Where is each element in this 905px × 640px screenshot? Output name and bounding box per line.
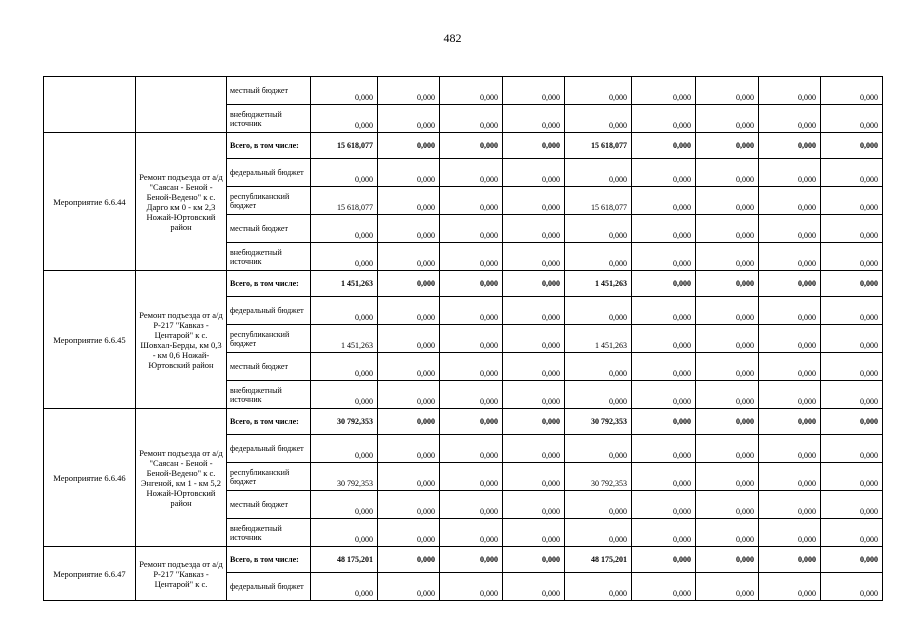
amount-cell: 30 792,353 — [311, 409, 378, 435]
measure-id-cell — [44, 77, 136, 133]
amount-cell: 0,000 — [378, 297, 440, 325]
amount-cell: 0,000 — [696, 353, 759, 381]
amount-cell: 0,000 — [821, 547, 883, 573]
amount-cell: 48 175,201 — [311, 547, 378, 573]
funding-source-cell: местный бюджет — [227, 491, 311, 519]
amount-cell: 30 792,353 — [565, 463, 632, 491]
amount-cell: 0,000 — [632, 215, 696, 243]
amount-cell: 0,000 — [696, 271, 759, 297]
amount-cell: 0,000 — [503, 243, 565, 271]
amount-cell: 0,000 — [440, 435, 503, 463]
amount-cell: 0,000 — [759, 159, 821, 187]
amount-cell: 0,000 — [440, 519, 503, 547]
amount-cell: 0,000 — [565, 105, 632, 133]
funding-source-cell: федеральный бюджет — [227, 573, 311, 601]
amount-cell: 0,000 — [311, 243, 378, 271]
amount-cell: 0,000 — [378, 159, 440, 187]
amount-cell: 0,000 — [503, 297, 565, 325]
amount-cell: 0,000 — [696, 105, 759, 133]
amount-cell: 0,000 — [632, 381, 696, 409]
amount-cell: 1 451,263 — [311, 271, 378, 297]
amount-cell: 0,000 — [378, 573, 440, 601]
amount-cell: 0,000 — [440, 77, 503, 105]
amount-cell: 0,000 — [503, 519, 565, 547]
amount-cell: 0,000 — [440, 243, 503, 271]
amount-cell: 0,000 — [440, 381, 503, 409]
amount-cell: 0,000 — [632, 519, 696, 547]
amount-cell: 30 792,353 — [565, 409, 632, 435]
amount-cell: 0,000 — [632, 187, 696, 215]
amount-cell: 0,000 — [759, 271, 821, 297]
page-number: 482 — [443, 31, 462, 45]
amount-cell: 0,000 — [821, 133, 883, 159]
amount-cell: 0,000 — [565, 243, 632, 271]
amount-cell: 0,000 — [821, 519, 883, 547]
amount-cell: 0,000 — [759, 573, 821, 601]
amount-cell: 0,000 — [378, 243, 440, 271]
amount-cell: 0,000 — [759, 325, 821, 353]
amount-cell: 0,000 — [565, 573, 632, 601]
amount-cell: 0,000 — [821, 353, 883, 381]
amount-cell: 1 451,263 — [311, 325, 378, 353]
measure-id-cell: Мероприятие 6.6.46 — [44, 409, 136, 547]
amount-cell: 0,000 — [503, 547, 565, 573]
amount-cell: 0,000 — [440, 547, 503, 573]
amount-cell: 0,000 — [565, 519, 632, 547]
funding-source-cell: внебюджетный источник — [227, 243, 311, 271]
amount-cell: 0,000 — [503, 215, 565, 243]
amount-cell: 0,000 — [503, 133, 565, 159]
amount-cell: 0,000 — [632, 243, 696, 271]
amount-cell: 0,000 — [503, 105, 565, 133]
amount-cell: 1 451,263 — [565, 325, 632, 353]
amount-cell: 0,000 — [565, 159, 632, 187]
measure-name-cell: Ремонт подъезда от а/д "Саясан - Беной - Беной-Ведено" к с. Энгеной, км 1 - км 5,2 Ножай-Юртовский район — [136, 409, 227, 547]
amount-cell: 0,000 — [632, 77, 696, 105]
amount-cell: 0,000 — [696, 77, 759, 105]
funding-source-cell: Всего, в том числе: — [227, 133, 311, 159]
amount-cell: 0,000 — [759, 519, 821, 547]
amount-cell: 0,000 — [503, 491, 565, 519]
amount-cell: 0,000 — [378, 353, 440, 381]
amount-cell: 0,000 — [378, 133, 440, 159]
amount-cell: 48 175,201 — [565, 547, 632, 573]
amount-cell: 0,000 — [503, 325, 565, 353]
amount-cell: 0,000 — [759, 243, 821, 271]
amount-cell: 0,000 — [696, 297, 759, 325]
amount-cell: 0,000 — [440, 187, 503, 215]
amount-cell: 0,000 — [759, 297, 821, 325]
amount-cell: 0,000 — [821, 105, 883, 133]
table-row — [44, 133, 883, 159]
amount-cell: 0,000 — [440, 133, 503, 159]
amount-cell: 0,000 — [821, 271, 883, 297]
amount-cell: 0,000 — [311, 215, 378, 243]
amount-cell: 0,000 — [632, 409, 696, 435]
amount-cell: 0,000 — [632, 491, 696, 519]
measure-name-cell: Ремонт подъезда от а/д Р-217 "Кавказ - Центарой" к с. Шовхал-Берды, км 0,3 - км 0,6 Ножай-Юртовский район — [136, 271, 227, 409]
amount-cell: 15 618,077 — [311, 133, 378, 159]
amount-cell: 0,000 — [821, 491, 883, 519]
amount-cell: 0,000 — [632, 271, 696, 297]
amount-cell: 0,000 — [440, 297, 503, 325]
amount-cell: 0,000 — [696, 435, 759, 463]
amount-cell: 0,000 — [440, 463, 503, 491]
amount-cell: 0,000 — [759, 463, 821, 491]
amount-cell: 0,000 — [565, 77, 632, 105]
amount-cell: 0,000 — [632, 133, 696, 159]
amount-cell: 15 618,077 — [565, 187, 632, 215]
amount-cell: 0,000 — [378, 105, 440, 133]
amount-cell: 0,000 — [378, 381, 440, 409]
amount-cell: 0,000 — [696, 381, 759, 409]
amount-cell: 0,000 — [311, 491, 378, 519]
amount-cell: 0,000 — [696, 215, 759, 243]
amount-cell: 0,000 — [821, 77, 883, 105]
amount-cell: 0,000 — [565, 435, 632, 463]
amount-cell: 0,000 — [759, 547, 821, 573]
amount-cell: 0,000 — [440, 353, 503, 381]
amount-cell: 0,000 — [503, 187, 565, 215]
amount-cell: 0,000 — [311, 381, 378, 409]
amount-cell: 0,000 — [821, 297, 883, 325]
amount-cell: 0,000 — [696, 547, 759, 573]
amount-cell: 0,000 — [440, 325, 503, 353]
funding-source-cell: внебюджетный источник — [227, 381, 311, 409]
amount-cell: 0,000 — [440, 215, 503, 243]
amount-cell: 15 618,077 — [565, 133, 632, 159]
measure-name-cell — [136, 77, 227, 133]
funding-source-cell: внебюджетный источник — [227, 519, 311, 547]
amount-cell: 0,000 — [759, 435, 821, 463]
funding-source-cell: республиканский бюджет — [227, 325, 311, 353]
amount-cell: 0,000 — [565, 353, 632, 381]
amount-cell: 0,000 — [696, 325, 759, 353]
funding-source-cell: республиканский бюджет — [227, 187, 311, 215]
amount-cell: 0,000 — [440, 491, 503, 519]
measure-name-cell: Ремонт подъезда от а/д "Саясан - Беной - Беной-Ведено" к с. Дарго км 0 - км 2,3 Ножай-Юртовский район — [136, 133, 227, 271]
amount-cell: 0,000 — [565, 491, 632, 519]
amount-cell: 0,000 — [821, 159, 883, 187]
amount-cell: 0,000 — [440, 409, 503, 435]
amount-cell: 0,000 — [759, 77, 821, 105]
amount-cell: 0,000 — [378, 215, 440, 243]
amount-cell: 0,000 — [632, 573, 696, 601]
funding-source-cell: Всего, в том числе: — [227, 409, 311, 435]
amount-cell: 0,000 — [565, 215, 632, 243]
amount-cell: 0,000 — [378, 491, 440, 519]
amount-cell: 0,000 — [503, 573, 565, 601]
amount-cell: 0,000 — [696, 573, 759, 601]
table-row — [44, 547, 883, 573]
funding-source-cell: федеральный бюджет — [227, 297, 311, 325]
amount-cell: 0,000 — [632, 325, 696, 353]
amount-cell: 0,000 — [632, 547, 696, 573]
amount-cell: 0,000 — [503, 353, 565, 381]
amount-cell: 0,000 — [378, 77, 440, 105]
amount-cell: 0,000 — [378, 547, 440, 573]
amount-cell: 0,000 — [503, 409, 565, 435]
funding-source-cell: федеральный бюджет — [227, 435, 311, 463]
amount-cell: 0,000 — [759, 409, 821, 435]
amount-cell: 0,000 — [759, 353, 821, 381]
amount-cell: 0,000 — [821, 409, 883, 435]
funding-source-cell: внебюджетный источник — [227, 105, 311, 133]
amount-cell: 0,000 — [821, 325, 883, 353]
amount-cell: 0,000 — [378, 409, 440, 435]
amount-cell: 0,000 — [378, 519, 440, 547]
amount-cell: 0,000 — [503, 271, 565, 297]
amount-cell: 0,000 — [632, 159, 696, 187]
amount-cell: 0,000 — [821, 215, 883, 243]
amount-cell: 0,000 — [378, 325, 440, 353]
amount-cell: 0,000 — [378, 271, 440, 297]
amount-cell: 0,000 — [821, 435, 883, 463]
funding-source-cell: местный бюджет — [227, 215, 311, 243]
measure-id-cell: Мероприятие 6.6.44 — [44, 133, 136, 271]
measure-id-cell: Мероприятие 6.6.47 — [44, 547, 136, 601]
amount-cell: 0,000 — [696, 519, 759, 547]
amount-cell: 0,000 — [821, 463, 883, 491]
amount-cell: 0,000 — [821, 381, 883, 409]
amount-cell: 0,000 — [311, 297, 378, 325]
amount-cell: 15 618,077 — [311, 187, 378, 215]
measure-name-cell: Ремонт подъезда от а/д Р-217 "Кавказ - Центарой" к с. — [136, 547, 227, 601]
budget-table — [43, 76, 883, 601]
amount-cell: 0,000 — [759, 133, 821, 159]
amount-cell: 0,000 — [503, 77, 565, 105]
amount-cell: 0,000 — [311, 77, 378, 105]
table-row — [44, 271, 883, 297]
amount-cell: 0,000 — [632, 353, 696, 381]
amount-cell: 0,000 — [503, 435, 565, 463]
amount-cell: 0,000 — [565, 297, 632, 325]
funding-source-cell: республиканский бюджет — [227, 463, 311, 491]
amount-cell: 1 451,263 — [565, 271, 632, 297]
amount-cell: 0,000 — [503, 381, 565, 409]
table-row — [44, 77, 883, 105]
amount-cell: 0,000 — [759, 215, 821, 243]
amount-cell: 0,000 — [440, 573, 503, 601]
amount-cell: 0,000 — [440, 105, 503, 133]
funding-source-cell: федеральный бюджет — [227, 159, 311, 187]
amount-cell: 0,000 — [696, 243, 759, 271]
amount-cell: 0,000 — [311, 105, 378, 133]
amount-cell: 0,000 — [632, 435, 696, 463]
amount-cell: 0,000 — [759, 381, 821, 409]
funding-source-cell: Всего, в том числе: — [227, 271, 311, 297]
amount-cell: 0,000 — [632, 105, 696, 133]
amount-cell: 0,000 — [565, 381, 632, 409]
amount-cell: 0,000 — [696, 133, 759, 159]
amount-cell: 0,000 — [696, 463, 759, 491]
amount-cell: 0,000 — [759, 105, 821, 133]
amount-cell: 0,000 — [378, 463, 440, 491]
amount-cell: 0,000 — [759, 187, 821, 215]
table-row — [44, 409, 883, 435]
funding-source-cell: местный бюджет — [227, 353, 311, 381]
funding-source-cell: Всего, в том числе: — [227, 547, 311, 573]
amount-cell: 0,000 — [311, 159, 378, 187]
amount-cell: 0,000 — [696, 187, 759, 215]
amount-cell: 0,000 — [759, 491, 821, 519]
measure-id-cell: Мероприятие 6.6.45 — [44, 271, 136, 409]
amount-cell: 0,000 — [440, 271, 503, 297]
amount-cell: 0,000 — [378, 187, 440, 215]
amount-cell: 30 792,353 — [311, 463, 378, 491]
amount-cell: 0,000 — [632, 463, 696, 491]
amount-cell: 0,000 — [696, 491, 759, 519]
amount-cell: 0,000 — [311, 353, 378, 381]
amount-cell: 0,000 — [311, 519, 378, 547]
amount-cell: 0,000 — [696, 409, 759, 435]
amount-cell: 0,000 — [503, 159, 565, 187]
amount-cell: 0,000 — [821, 243, 883, 271]
amount-cell: 0,000 — [378, 435, 440, 463]
amount-cell: 0,000 — [503, 463, 565, 491]
amount-cell: 0,000 — [696, 159, 759, 187]
amount-cell: 0,000 — [311, 573, 378, 601]
funding-source-cell: местный бюджет — [227, 77, 311, 105]
amount-cell: 0,000 — [440, 159, 503, 187]
amount-cell: 0,000 — [821, 573, 883, 601]
amount-cell: 0,000 — [311, 435, 378, 463]
amount-cell: 0,000 — [821, 187, 883, 215]
amount-cell: 0,000 — [632, 297, 696, 325]
